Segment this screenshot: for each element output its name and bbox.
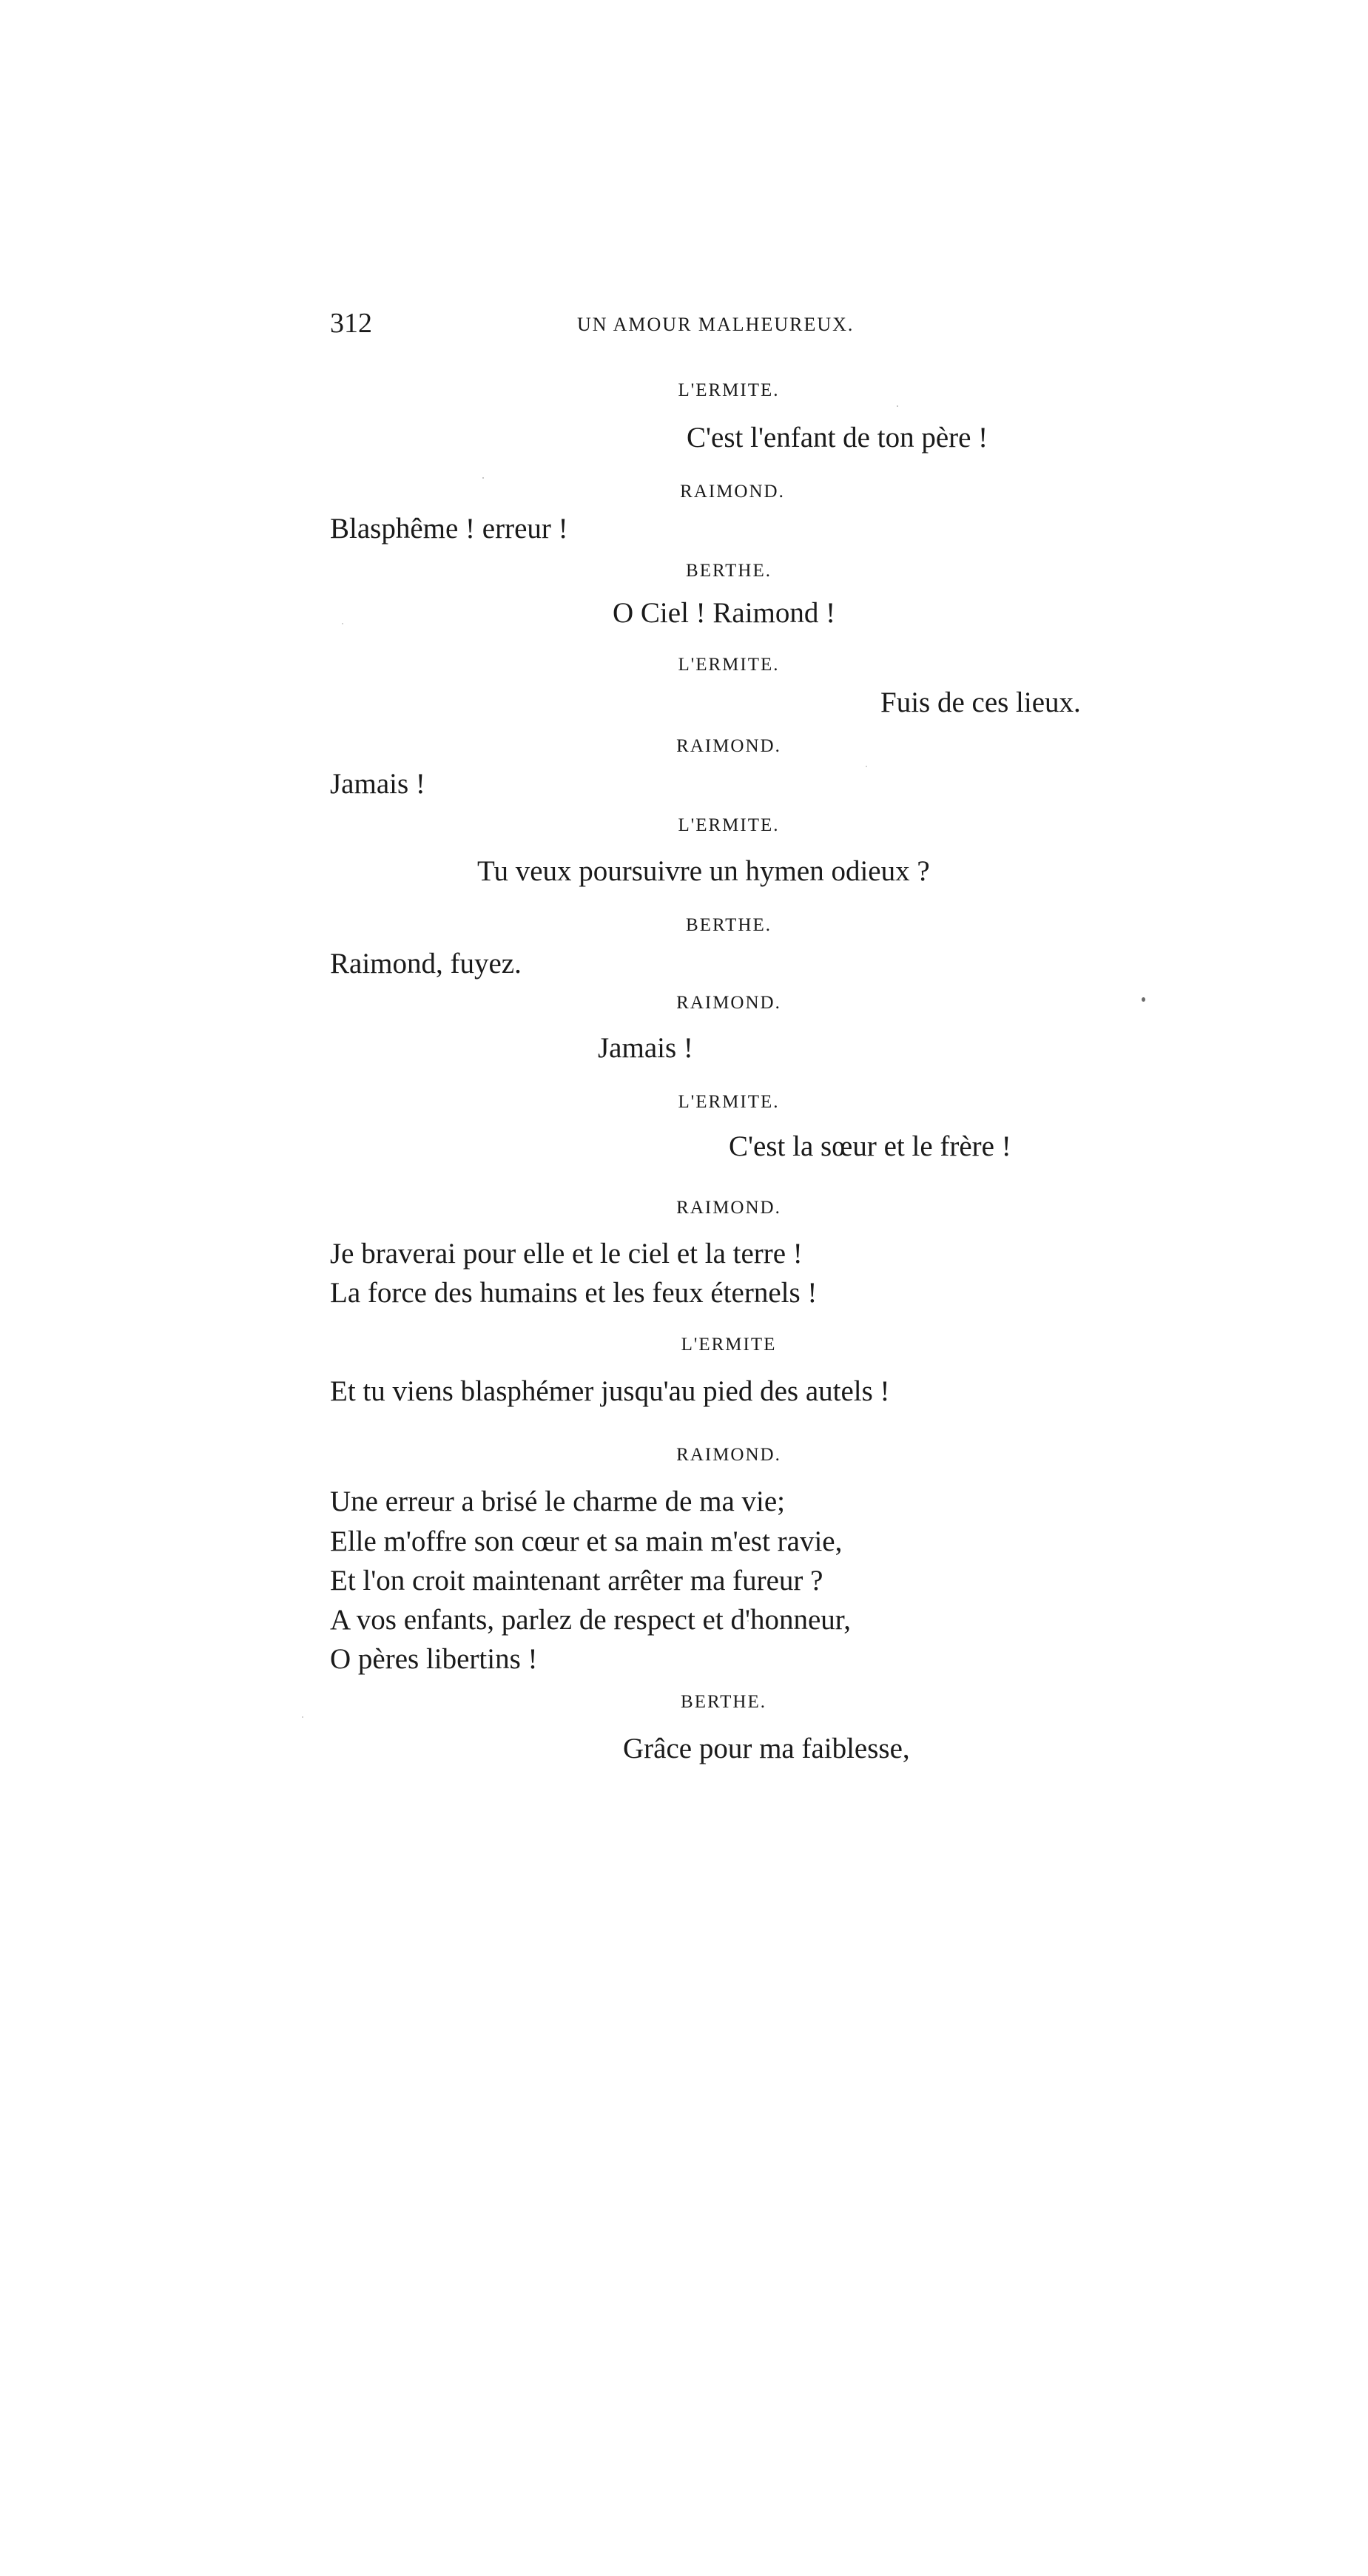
- verse-line: Et tu viens blasphémer jusqu'au pied des autels !: [330, 1375, 890, 1407]
- speaker-name: BERTHE.: [686, 915, 772, 935]
- verse-line: Je braverai pour elle et le ciel et la terre !: [330, 1238, 803, 1270]
- scan-speck: [1142, 997, 1145, 1002]
- verse-line: Tu veux poursuivre un hymen odieux ?: [477, 855, 930, 887]
- verse-line: La force des humains et les feux éternels !: [330, 1277, 818, 1309]
- running-title: UN AMOUR MALHEUREUX.: [577, 314, 855, 335]
- verse-line: A vos enfants, parlez de respect et d'honneur,: [330, 1604, 851, 1636]
- speaker-name: L'ERMITE.: [678, 815, 780, 835]
- speaker-name: BERTHE.: [681, 1692, 766, 1712]
- verse-line: O pères libertins !: [330, 1643, 538, 1675]
- verse-line: C'est l'enfant de ton père !: [687, 422, 988, 454]
- verse-line: Jamais !: [330, 768, 425, 800]
- verse-line: Et l'on croit maintenant arrêter ma fureur ?: [330, 1565, 823, 1596]
- speaker-name: BERTHE.: [686, 561, 772, 581]
- speaker-name: RAIMOND.: [676, 1445, 781, 1465]
- speaker-name: L'ERMITE.: [678, 1092, 780, 1112]
- scan-speck: [897, 405, 898, 407]
- speaker-name: L'ERMITE.: [678, 380, 780, 400]
- speaker-name: L'ERMITE.: [678, 655, 780, 675]
- scan-speck: [747, 1620, 749, 1622]
- speaker-name: RAIMOND.: [676, 736, 781, 756]
- verse-line: Blasphême ! erreur !: [330, 513, 568, 544]
- verse-line: Grâce pour ma faiblesse,: [623, 1733, 910, 1764]
- verse-line: Raimond, fuyez.: [330, 948, 522, 980]
- scan-speck: [866, 766, 867, 767]
- speaker-name: L'ERMITE: [681, 1335, 777, 1355]
- verse-line: Elle m'offre son cœur et sa main m'est ravie,: [330, 1525, 843, 1557]
- verse-line: Une erreur a brisé le charme de ma vie;: [330, 1486, 786, 1517]
- speaker-name: RAIMOND.: [676, 993, 781, 1013]
- scan-speck: [482, 477, 484, 479]
- speaker-name: RAIMOND.: [676, 1198, 781, 1218]
- page-number: 312: [330, 308, 372, 339]
- scan-speck: [302, 1716, 303, 1718]
- verse-line: Fuis de ces lieux.: [880, 687, 1081, 718]
- verse-line: C'est la sœur et le frère !: [729, 1130, 1011, 1162]
- speaker-name: RAIMOND.: [680, 482, 785, 502]
- verse-line: O Ciel ! Raimond !: [613, 597, 836, 629]
- verse-line: Jamais !: [598, 1032, 693, 1064]
- scan-speck: [342, 623, 343, 624]
